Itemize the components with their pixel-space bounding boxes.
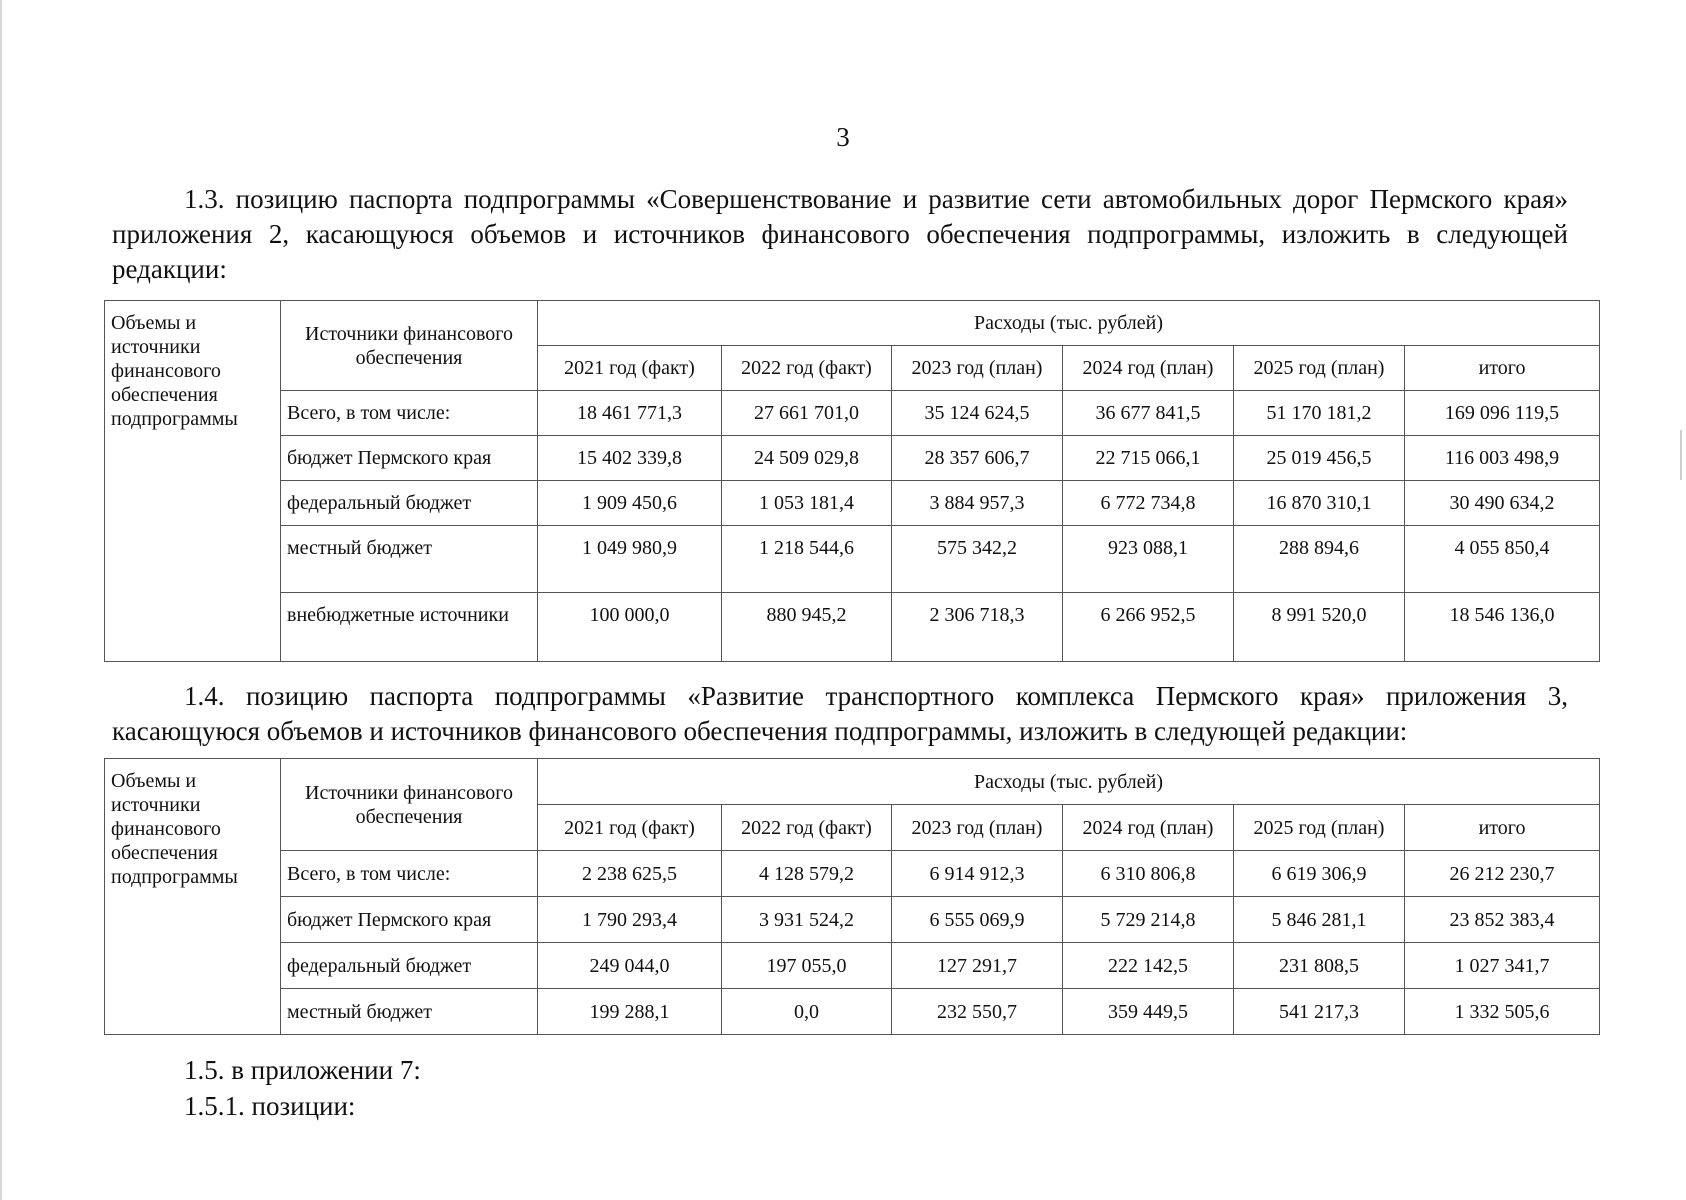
value-cell: 35 124 624,5 [892, 391, 1063, 436]
total-cell: 116 003 498,9 [1405, 436, 1600, 481]
value-cell: 15 402 339,8 [538, 436, 722, 481]
table-row [105, 897, 1600, 943]
year-header: 2024 год (план) [1063, 346, 1234, 391]
table-row [105, 989, 1600, 1035]
source-cell: местный бюджет [281, 526, 538, 593]
total-header: итого [1405, 346, 1600, 391]
table-row [105, 851, 1600, 897]
total-cell: 30 490 634,2 [1405, 481, 1600, 526]
value-cell: 28 357 606,7 [892, 436, 1063, 481]
year-header: 2021 год (факт) [538, 805, 722, 851]
value-cell: 5 846 281,1 [1234, 897, 1405, 943]
value-cell: 541 217,3 [1234, 989, 1405, 1035]
table-row [105, 391, 1600, 436]
table-row [105, 436, 1600, 481]
source-cell: Всего, в том числе: [281, 851, 538, 897]
total-header: итого [1405, 805, 1600, 851]
source-cell: Всего, в том числе: [281, 391, 538, 436]
page-number: 3 [836, 122, 850, 152]
value-cell: 22 715 066,1 [1063, 436, 1234, 481]
total-cell: 4 055 850,4 [1405, 526, 1600, 593]
value-cell: 6 914 912,3 [892, 851, 1063, 897]
value-cell: 1 909 450,6 [538, 481, 722, 526]
value-cell: 249 044,0 [538, 943, 722, 989]
table-label: Объемы и источники финансового обеспечения подпрограммы [105, 301, 281, 662]
source-cell: бюджет Пермского края [281, 436, 538, 481]
value-cell: 16 870 310,1 [1234, 481, 1405, 526]
paragraph-1-3: 1.3. позицию паспорта подпрограммы «Совершенствование и развитие сети автомобильных дорог Пермского края» приложения 2, касающуюся объемов и источников финансового обеспечения подпрограммы, изложить в следующей редакции: [112, 184, 1568, 284]
value-cell: 51 170 181,2 [1234, 391, 1405, 436]
year-header: 2024 год (план) [1063, 805, 1234, 851]
value-cell: 288 894,6 [1234, 526, 1405, 593]
scan-right-mark [1680, 430, 1682, 480]
value-cell: 880 945,2 [722, 593, 892, 662]
value-cell: 6 310 806,8 [1063, 851, 1234, 897]
total-cell: 1 332 505,6 [1405, 989, 1600, 1035]
table-label: Объемы и источники финансового обеспечения подпрограммы [105, 759, 281, 1035]
financing-table-transport [104, 758, 1600, 1035]
value-cell: 5 729 214,8 [1063, 897, 1234, 943]
total-cell: 18 546 136,0 [1405, 593, 1600, 662]
source-cell: внебюджетные источники [281, 593, 538, 662]
value-cell: 1 790 293,4 [538, 897, 722, 943]
value-cell: 18 461 771,3 [538, 391, 722, 436]
total-cell: 23 852 383,4 [1405, 897, 1600, 943]
total-cell: 1 027 341,7 [1405, 943, 1600, 989]
value-cell: 575 342,2 [892, 526, 1063, 593]
table-row [105, 481, 1600, 526]
value-cell: 359 449,5 [1063, 989, 1234, 1035]
value-cell: 1 049 980,9 [538, 526, 722, 593]
value-cell: 1 053 181,4 [722, 481, 892, 526]
value-cell: 36 677 841,5 [1063, 391, 1234, 436]
value-cell: 197 055,0 [722, 943, 892, 989]
table-row [105, 943, 1600, 989]
value-cell: 2 306 718,3 [892, 593, 1063, 662]
year-header: 2025 год (план) [1234, 346, 1405, 391]
year-header: 2021 год (факт) [538, 346, 722, 391]
paragraph-1-4: 1.4. позицию паспорта подпрограммы «Развитие транспортного комплекса Пермского края» приложения 3, касающуюся объемов и источников финансового обеспечения подпрограммы, изложить в следующей редакции: [112, 681, 1568, 746]
source-cell: бюджет Пермского края [281, 897, 538, 943]
year-header: 2025 год (план) [1234, 805, 1405, 851]
value-cell: 199 288,1 [538, 989, 722, 1035]
value-cell: 25 019 456,5 [1234, 436, 1405, 481]
value-cell: 4 128 579,2 [722, 851, 892, 897]
value-cell: 6 266 952,5 [1063, 593, 1234, 662]
value-cell: 6 772 734,8 [1063, 481, 1234, 526]
value-cell: 127 291,7 [892, 943, 1063, 989]
source-cell: федеральный бюджет [281, 481, 538, 526]
value-cell: 0,0 [722, 989, 892, 1035]
total-cell: 26 212 230,7 [1405, 851, 1600, 897]
scan-left-edge [0, 0, 2, 1200]
value-cell: 1 218 544,6 [722, 526, 892, 593]
value-cell: 8 991 520,0 [1234, 593, 1405, 662]
financing-table-roads [104, 300, 1600, 662]
expenses-header: Расходы (тыс. рублей) [538, 301, 1600, 346]
source-cell: местный бюджет [281, 989, 538, 1035]
table-row [105, 593, 1600, 662]
year-header: 2023 год (план) [892, 805, 1063, 851]
value-cell: 6 555 069,9 [892, 897, 1063, 943]
value-cell: 232 550,7 [892, 989, 1063, 1035]
value-cell: 222 142,5 [1063, 943, 1234, 989]
sources-header: Источники финансового обеспечения [281, 301, 538, 391]
value-cell: 231 808,5 [1234, 943, 1405, 989]
value-cell: 3 884 957,3 [892, 481, 1063, 526]
value-cell: 6 619 306,9 [1234, 851, 1405, 897]
value-cell: 27 661 701,0 [722, 391, 892, 436]
paragraph-1-5: 1.5. в приложении 7: [184, 1055, 421, 1085]
value-cell: 923 088,1 [1063, 526, 1234, 593]
sources-header: Источники финансового обеспечения [281, 759, 538, 851]
total-cell: 169 096 119,5 [1405, 391, 1600, 436]
expenses-header: Расходы (тыс. рублей) [538, 759, 1600, 805]
year-header: 2022 год (факт) [722, 346, 892, 391]
source-cell: федеральный бюджет [281, 943, 538, 989]
table-row [105, 526, 1600, 593]
year-header: 2022 год (факт) [722, 805, 892, 851]
value-cell: 24 509 029,8 [722, 436, 892, 481]
value-cell: 3 931 524,2 [722, 897, 892, 943]
value-cell: 2 238 625,5 [538, 851, 722, 897]
year-header: 2023 год (план) [892, 346, 1063, 391]
value-cell: 100 000,0 [538, 593, 722, 662]
paragraph-1-5-1: 1.5.1. позиции: [184, 1091, 356, 1121]
